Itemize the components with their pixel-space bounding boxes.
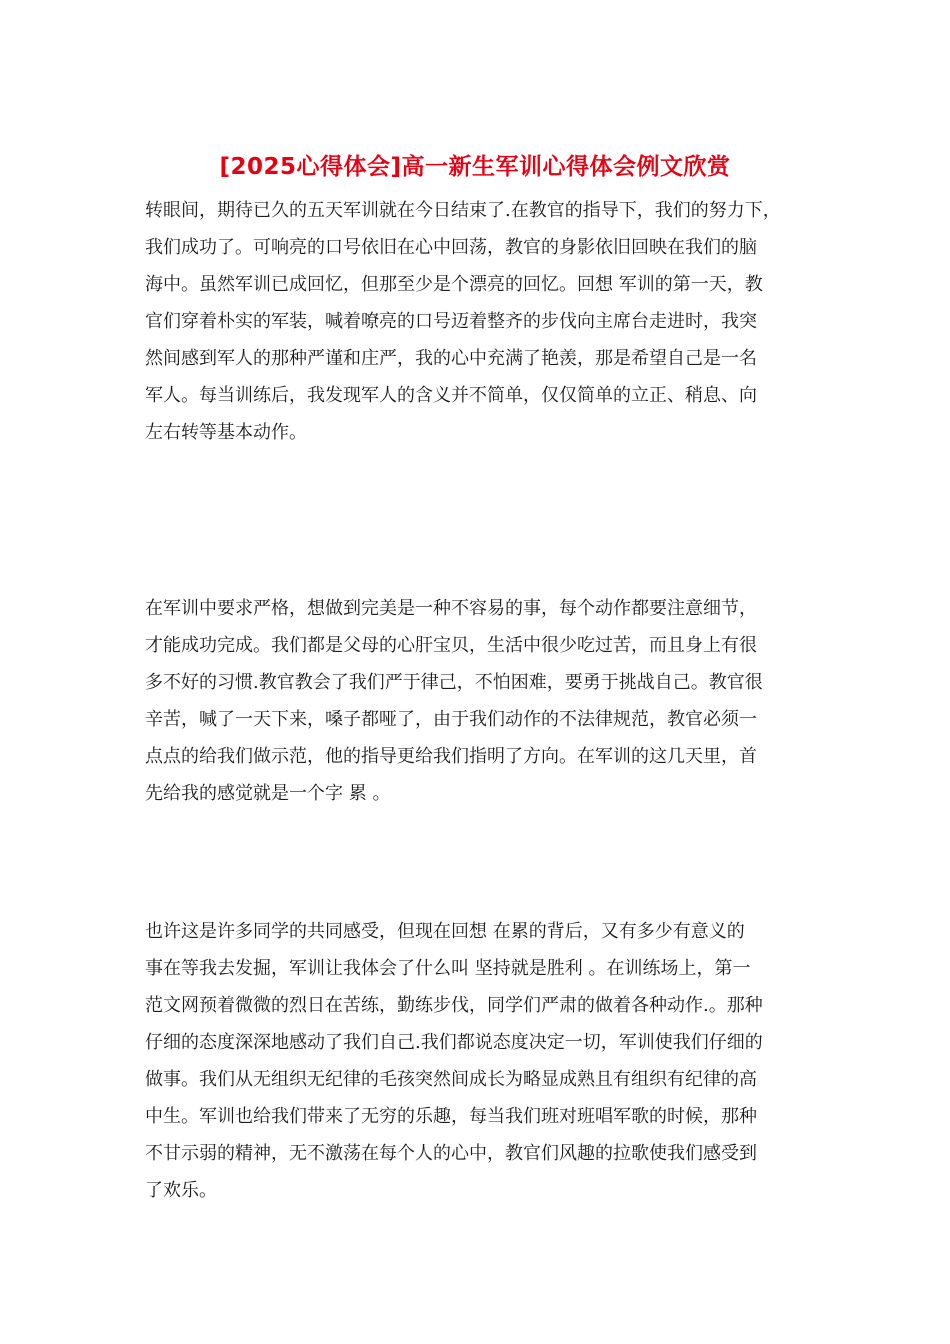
paragraph-1 (145, 192, 810, 451)
paragraph-line: 事在等我去发掘，军训让我体会了什么叫 坚持就是胜利 。在训练场上，第一 (145, 958, 751, 979)
paragraph-line: 仔细的态度深深地感动了我们自己.我们都说态度决定一切，军训使我们仔细的 (145, 1032, 763, 1053)
paragraph-line: 了欢乐。 (145, 1180, 217, 1201)
paragraph-line: 点点的给我们做示范，他的指导更给我们指明了方向。在军训的这几天里，首 (145, 746, 757, 767)
paragraph-line: 也许这是许多同学的共同感受，但现在回想 在累的背后，又有多少有意义的 (145, 921, 745, 942)
document-title: [2025心得体会]高一新生军训心得体会例文欣赏 (219, 154, 731, 180)
paragraph-line: 先给我的感觉就是一个字 累 。 (145, 783, 391, 804)
paragraph-line: 然间感到军人的那种严谨和庄严，我的心中充满了艳羡，那是希望自己是一名 (145, 348, 757, 369)
paragraph-line: 官们穿着朴实的军装，喊着嘹亮的口号迈着整齐的步伐向主席台走进时，我突 (145, 311, 757, 332)
paragraph-line: 左右转等基本动作。 (145, 422, 307, 443)
paragraph-line: 辛苦，喊了一天下来，嗓子都哑了，由于我们动作的不法律规范，教官必须一 (145, 709, 757, 730)
paragraph-line: 军人。每当训练后，我发现军人的含义并不简单，仅仅简单的立正、稍息、向 (145, 385, 757, 406)
paragraph-line: 范文网预着微微的烈日在苦练，勤练步伐，同学们严肃的做着各种动作.。那种 (145, 995, 763, 1016)
paragraph-line: 多不好的习惯.教官教会了我们严于律己，不怕困难，要勇于挑战自己。教官很 (145, 672, 763, 693)
paragraph-line: 才能成功完成。我们都是父母的心肝宝贝，生活中很少吃过苦，而且身上有很 (145, 635, 757, 656)
paragraph-line: 中生。军训也给我们带来了无穷的乐趣，每当我们班对班唱军歌的时候，那种 (145, 1106, 757, 1127)
paragraph-line: 海中。虽然军训已成回忆，但那至少是个漂亮的回忆。回想 军训的第一天，教 (145, 274, 763, 295)
paragraph-line: 做事。我们从无组织无纪律的毛孩突然间成长为略显成熟且有组织有纪律的高 (145, 1069, 757, 1090)
paragraph-2 (145, 590, 810, 812)
paragraph-line: 我们成功了。可响亮的口号依旧在心中回荡，教官的身影依旧回映在我们的脑 (145, 237, 757, 258)
paragraph-3 (145, 913, 810, 1209)
paragraph-line: 不甘示弱的精神，无不激荡在每个人的心中，教官们风趣的拉歌使我们感受到 (145, 1143, 757, 1164)
paragraph-line: 在军训中要求严格，想做到完美是一种不容易的事，每个动作都要注意细节， (145, 598, 757, 619)
paragraph-line: 转眼间，期待已久的五天军训就在今日结束了.在教官的指导下，我们的努力下， (145, 200, 781, 221)
